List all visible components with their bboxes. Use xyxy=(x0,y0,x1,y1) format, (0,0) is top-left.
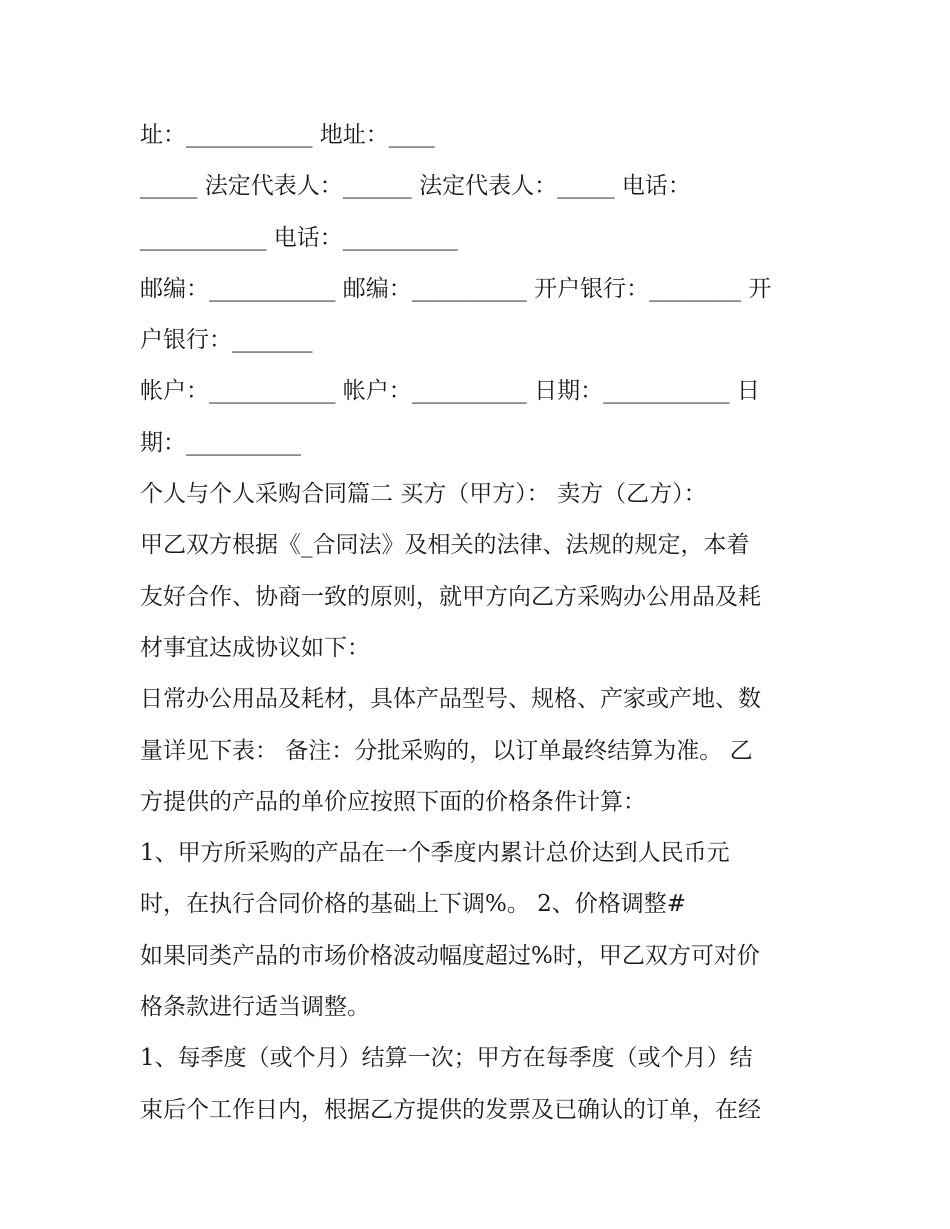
paragraph-line: 甲乙双方根据《_合同法》及相关的法律、法规的规定，本着 xyxy=(140,532,750,559)
bank-continued-line: 户银行：_______ xyxy=(140,327,313,354)
clause-line: 1、甲方所采购的产品在一个季度内累计总价达到人民币元 xyxy=(140,840,730,867)
paragraph-line: 量详见下表： 备注：分批采购的，以订单最终结算为准。 乙 xyxy=(140,737,753,764)
date-continued-line: 期：__________ xyxy=(140,429,301,456)
paragraph-line: 束后个工作日内，根据乙方提供的发票及已确认的订单，在经 xyxy=(140,1096,761,1123)
address-line: 址：___________ 地址：____ xyxy=(140,122,435,148)
clause-line: 时，在执行合同价格的基础上下调%。 2、价格调整# xyxy=(140,891,687,918)
section-heading-line: 个人与个人采购合同篇二 买方（甲方）： 卖方（乙方）： xyxy=(140,481,707,508)
postcode-bank-line: 邮编：___________ 邮编：__________ 开户银行：________ 开 xyxy=(140,275,772,302)
legal-representative-line: _____ 法定代表人：______ 法定代表人：_____ 电话： xyxy=(140,173,691,200)
paragraph-line: 格条款进行适当调整。 xyxy=(140,994,370,1021)
clause-line: 1、每季度（或个月）结算一次；甲方在每季度（或个月）结 xyxy=(140,1045,753,1072)
document-body xyxy=(140,110,820,1136)
paragraph-line: 方提供的产品的单价应按照下面的价格条件计算： xyxy=(140,788,646,815)
paragraph-line: 友好合作、协商一致的原则，就甲方向乙方采购办公用品及耗 xyxy=(140,583,761,610)
paragraph-line: 材事宜达成协议如下： xyxy=(140,634,370,661)
paragraph-line: 日常办公用品及耗材，具体产品型号、规格、产家或产地、数 xyxy=(140,686,761,713)
phone-line: ___________ 电话：__________ xyxy=(140,224,458,251)
account-date-line: 帐户：___________ 帐户：__________ 日期：___________ 日 xyxy=(140,378,760,405)
paragraph-line: 如果同类产品的市场价格波动幅度超过%时，甲乙双方可对价 xyxy=(140,942,760,969)
